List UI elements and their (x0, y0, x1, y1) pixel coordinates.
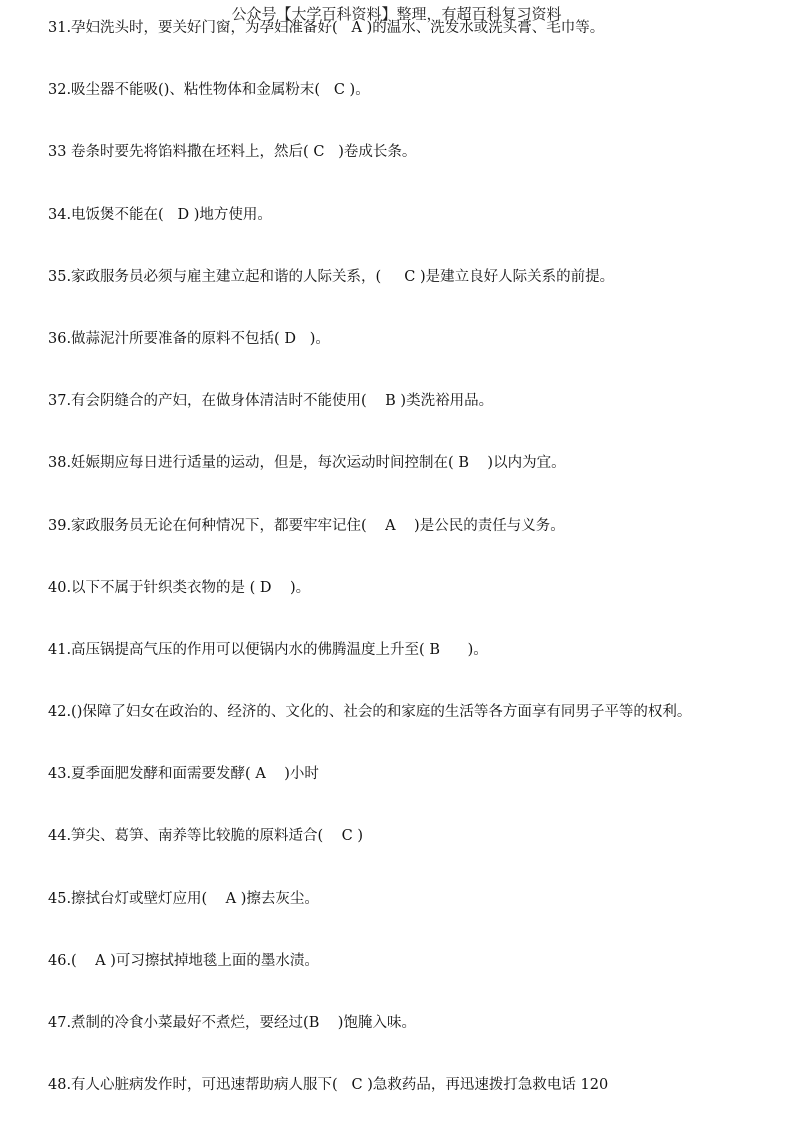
question-47: 47.煮制的冷食小菜最好不煮烂，要经过(B )饱腌入味。 (48, 1015, 416, 1031)
question-44: 44.笋尖、葛笋、南养等比较脆的原料适合( C ) (48, 828, 364, 845)
options-40 (48, 604, 783, 635)
question-35: 35.家政服务员必须与雇主建立起和谐的人际关系，( C )是建立良好人际关系的前提。 (48, 268, 615, 285)
options-33 (48, 168, 783, 199)
question-37: 37.有会阴缝合的产妇，在做身体清洁时不能使用( B )类洗裕用品。 (48, 393, 494, 410)
options-41 (48, 666, 783, 697)
question-38: 38.妊娠期应每日进行适量的运动，但是，每次运动时间控制在( B )以内为宜。 (48, 455, 566, 472)
question-32: 32.吸尘器不能吸()、粘性物体和金属粉末( C )。 (48, 82, 370, 99)
question-43: 43.夏季面肥发酵和面需要发酵( A )小时 (48, 766, 319, 783)
options-31 (48, 44, 783, 75)
question-41: 41.高压锅提高气压的作用可以便锅内水的佛腾温度上升至( B )。 (48, 641, 488, 658)
question-33: 33 卷条时要先将馅料撒在坯料上，然后( C )卷成长条。 (48, 144, 417, 161)
question-40: 40.以下不属于针织类衣物的是 ( D )。 (48, 579, 311, 596)
options-38 (48, 479, 783, 510)
options-32 (48, 106, 783, 137)
options-45 (48, 915, 783, 946)
options-37 (48, 417, 783, 448)
question-36: 36.做蒜泥汁所要准备的原料不包括( D )。 (48, 330, 330, 347)
watermark: 公众号【大学百科资料】整理，有超百科复习资料 (231, 5, 562, 23)
options-47 (48, 1039, 783, 1070)
options-39 (48, 542, 783, 573)
options-34 (48, 231, 783, 262)
question-48: 48.有人心脏病发作时，可迅速帮助病人服下( C )急救药品，再迅速拨打急救电话 120 (48, 1077, 609, 1094)
options-46 (48, 977, 783, 1008)
question-42: 42.()保障了妇女在政治的、经济的、文化的、社会的和家庭的生活等各方面享有同男子平等的权利。 (48, 704, 692, 721)
question-31: 31.孕妇洗头时，要关好门窗，为孕妇准备好( A )的温水、洗发水或洗头膏、毛巾等。 (48, 20, 605, 36)
question-46: 46.( A )可习擦拭掉地毯上面的墨水渍。 (48, 952, 319, 969)
options-44 (48, 853, 783, 884)
options-42 (48, 728, 783, 759)
options-43 (48, 790, 783, 821)
question-45: 45.擦拭台灯或壁灯应用( A )擦去灰尘。 (48, 890, 319, 907)
options-35 (48, 293, 783, 324)
options-36 (48, 355, 783, 386)
question-34: 34.电饭煲不能在( D )地方使用。 (48, 206, 272, 223)
question-39: 39.家政服务员无论在何种情况下，都要牢牢记住( A )是公民的责任与义务。 (48, 517, 565, 534)
question-list (48, 13, 783, 1101)
